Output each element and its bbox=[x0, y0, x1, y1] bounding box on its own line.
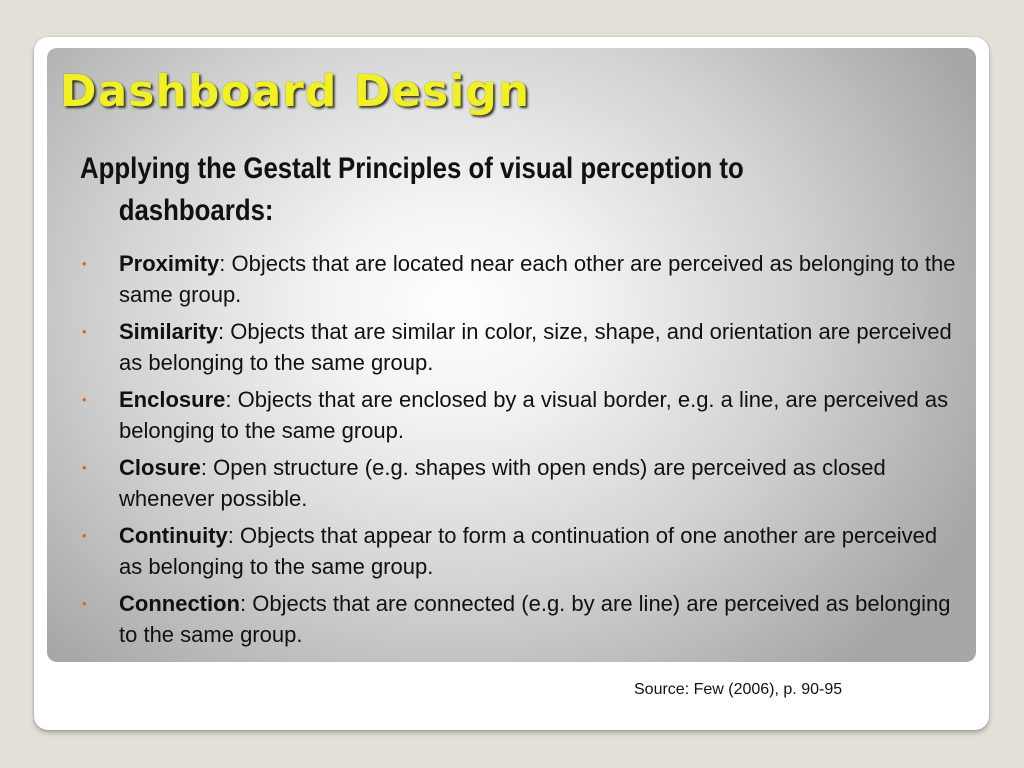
term-description: : Objects that are enclosed by a visual border, e.g. a line, are perceived as belonging to the same group. bbox=[119, 387, 949, 443]
heading-line-2: dashboards: bbox=[118, 194, 274, 227]
bullet-icon: • bbox=[82, 596, 87, 611]
term-label: Similarity bbox=[119, 319, 219, 344]
slide-heading bbox=[80, 148, 837, 232]
term-label: Proximity bbox=[119, 251, 220, 276]
bullet-icon: • bbox=[82, 324, 87, 339]
term-label: Continuity bbox=[119, 523, 228, 548]
list-item-enclosure bbox=[80, 384, 960, 446]
principles-list bbox=[80, 248, 960, 656]
term-label: Connection bbox=[119, 591, 240, 616]
list-item-closure bbox=[80, 452, 960, 514]
list-item-continuity bbox=[80, 520, 960, 582]
term-description: : Objects that are similar in color, size, shape, and orientation are perceived as belonging to the same group. bbox=[119, 319, 952, 375]
bullet-icon: • bbox=[82, 256, 87, 271]
slide-title: Dashboard Design bbox=[60, 66, 531, 117]
source-citation: Source: Few (2006), p. 90-95 bbox=[634, 681, 843, 698]
bullet-icon: • bbox=[82, 392, 87, 407]
list-item-connection bbox=[80, 588, 960, 650]
list-item-similarity bbox=[80, 316, 960, 378]
term-label: Closure bbox=[119, 455, 201, 480]
term-description: : Objects that appear to form a continuation of one another are perceived as belonging to the same group. bbox=[119, 523, 938, 579]
term-description: : Objects that are located near each other are perceived as belonging to the same group. bbox=[119, 251, 956, 307]
heading-line-1: Applying the Gestalt Principles of visual perception to bbox=[80, 152, 744, 185]
bullet-icon: • bbox=[82, 460, 87, 475]
bullet-icon: • bbox=[82, 528, 87, 543]
list-item-proximity bbox=[80, 248, 960, 310]
term-description: : Objects that are connected (e.g. by are line) are perceived as belonging to the same group. bbox=[119, 591, 951, 647]
term-label: Enclosure bbox=[119, 387, 226, 412]
term-description: : Open structure (e.g. shapes with open ends) are perceived as closed whenever possible. bbox=[119, 455, 886, 511]
